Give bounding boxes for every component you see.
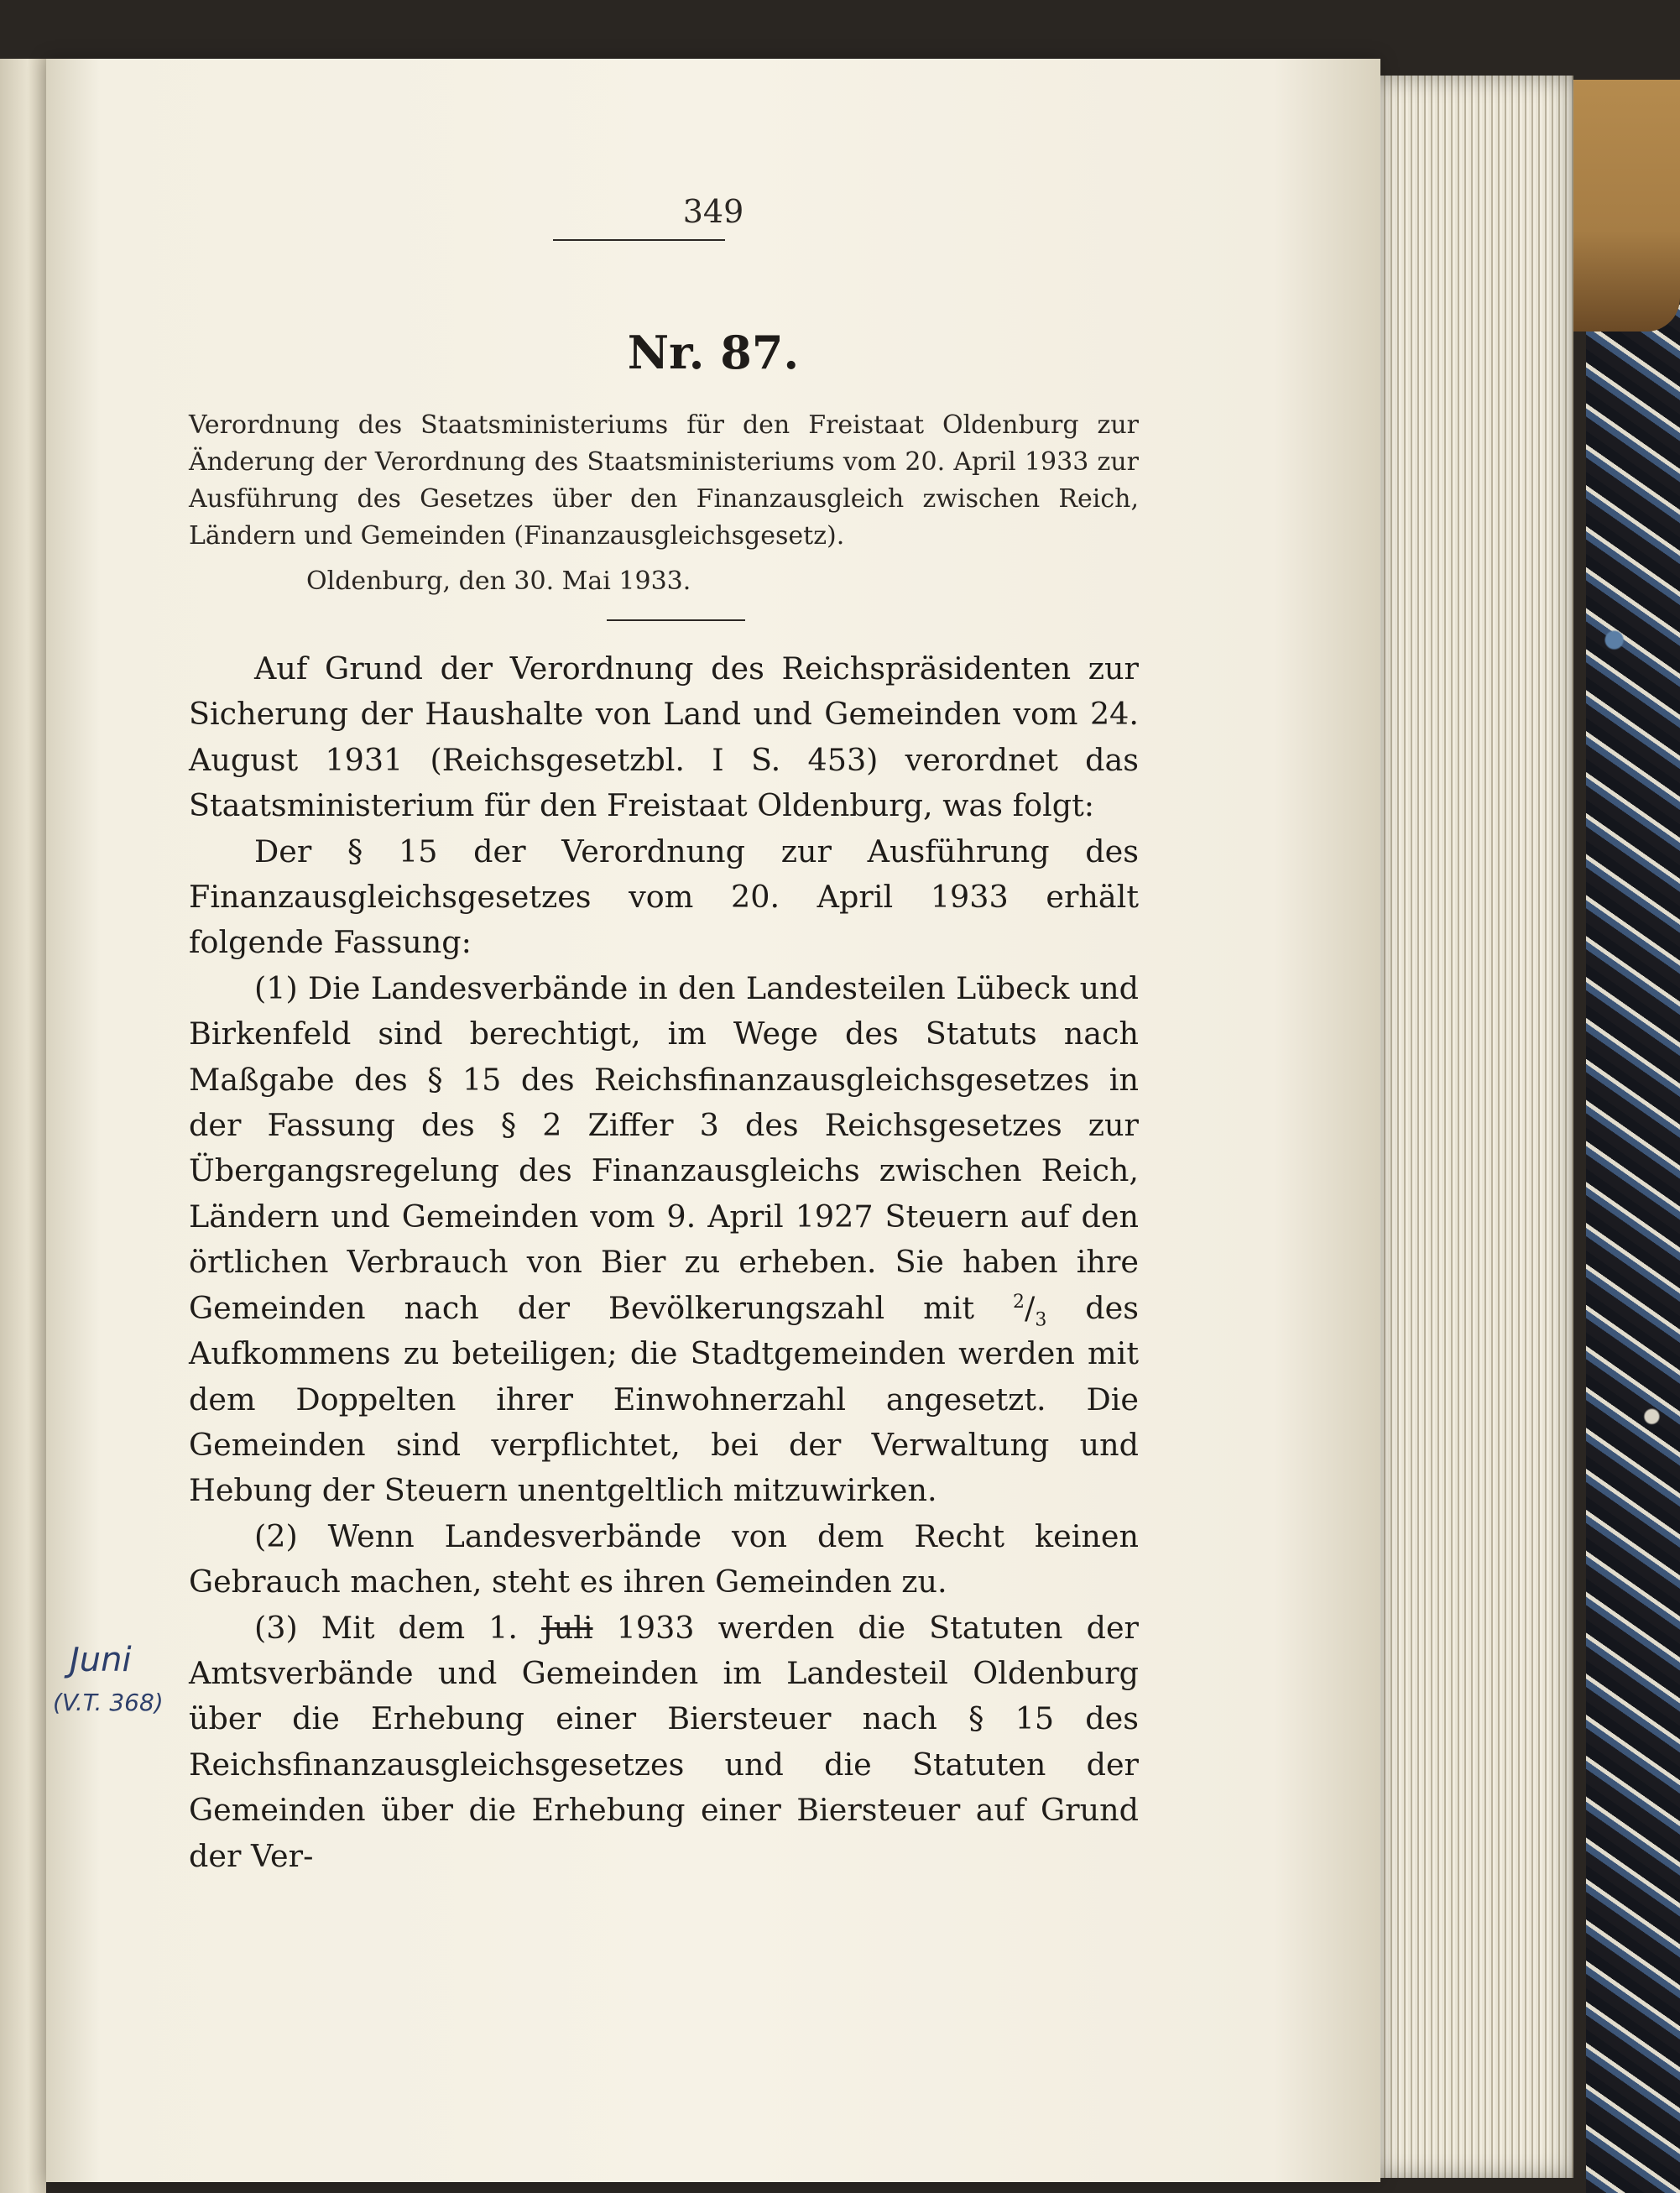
paragraph-3-text-b: 1933 werden die Statuten der Amtsverbände und Gemeinden im Landesteil Oldenburg über die Erhebung einer Biersteuer nach § 15 des Reichsfinanzausgleichsgesetzes und die Statuten der Gemeinden über die Erhebung einer Biersteuer auf Grund der Ver- [189,1609,1139,1874]
section-divider [607,619,745,621]
facing-page-edge [0,59,46,2193]
paragraph-2: (2) Wenn Landesverbände von dem Recht keinen Gebrauch machen, steht es ihren Gemeinden zu. [189,1517,1139,1600]
preamble-paragraph: Auf Grund der Verordnung des Reichspräsidenten zur Sicherung der Haushalte von Land und Gemeinden vom 24. August 1931 (Reichsgesetzbl. I S. 453) verordnet das Staatsministerium für den Freistaat Oldenburg, was folgt: [189,650,1139,824]
fraction-numerator: 2 [1013,1291,1025,1313]
paragraph-3-text-a: (3) Mit dem 1. [254,1609,542,1646]
intro-paragraph: Der § 15 der Verordnung zur Ausführung des Finanzausgleichsgesetzes vom 20. April 1933 erhält folgende Fassung: [189,833,1139,961]
paragraph-3 [189,1606,1139,1879]
marbled-endpaper [1586,252,1680,2193]
ordinance-body [189,646,1139,1879]
dateline: Oldenburg, den 30. Mai 1933. [306,567,691,596]
handwritten-reference: (V.T. 368) [53,1689,164,1716]
page-number-rule [553,239,725,241]
paragraph-1: (1) Die Landesverbände in den Landesteilen Lübeck und Birkenfeld sind berechtigt, im Wege des Statuts nach Maßgabe des § 15 des Reichsfinanzausgleichsgesetzes in der Fassung des § 2 Ziffer 3 des Reichsgesetzes zur Übergangsregelung des Finanzausgleichs zwischen Reich, Ländern und Gemeinden vom 9. April 1927 Steuern auf den örtlichen Verbrauch von Bier zu erheben. Sie haben ihre Gemeinden nach der Bevölkerungszahl mit $^2/_3$ des Aufkommens zu beteiligen; die Stadtgemeinden werden mit dem Doppelten ihrer Einwohnerzahl angesetzt. Die Gemeinden sind verpflichtet, bei der Verwaltung und Hebung der Steuern unentgeltlich mitzuwirken. [189,969,1139,1509]
paragraph-1-text-a: (1) Die Landesverbände in den Landesteilen Lübeck und Birkenfeld sind berechtigt, im Wege des Statuts nach Maßgabe des § 15 des Reichsfinanzausgleichsgesetzes in der Fassung des § 2 Ziffer 3 des Reichsgesetzes zur Übergangsregelung des Finanzausgleichs zwischen Reich, Ländern und Gemeinden vom 9. April 1927 Steuern auf den örtlichen Verbrauch von Bier zu erheben. Sie haben ihre Gemeinden nach der Bevölkerungszahl mit [189,969,1139,1326]
section-heading: Nr. 87. [627,326,800,379]
struck-word: Juli [541,1609,593,1646]
paragraph-1-text-b: des Aufkommens zu beteiligen; die Stadtgemeinden werden mit dem Doppelten ihrer Einwohnerzahl angesetzt. Die Gemeinden sind verpflichtet, bei der Verwaltung und Hebung der Steuern unentgeltlich mitzuwirken. [189,1289,1139,1509]
document-page [46,59,1380,2182]
ordinance-title: Verordnung des Staatsministeriums für den Freistaat Oldenburg zur Änderung der Verordnung des Staatsministeriums vom 20. April 1933 zur Ausführung des Gesetzes über den Finanzausgleich zwischen Reich, Ländern und Gemeinden (Finanzausgleichsgesetz). [189,410,1139,551]
page-block-edges [1368,76,1573,2178]
handwritten-correction: Juni [70,1641,132,1679]
page-number: 349 [682,193,744,230]
fraction-denominator: 3 [1035,1308,1047,1330]
